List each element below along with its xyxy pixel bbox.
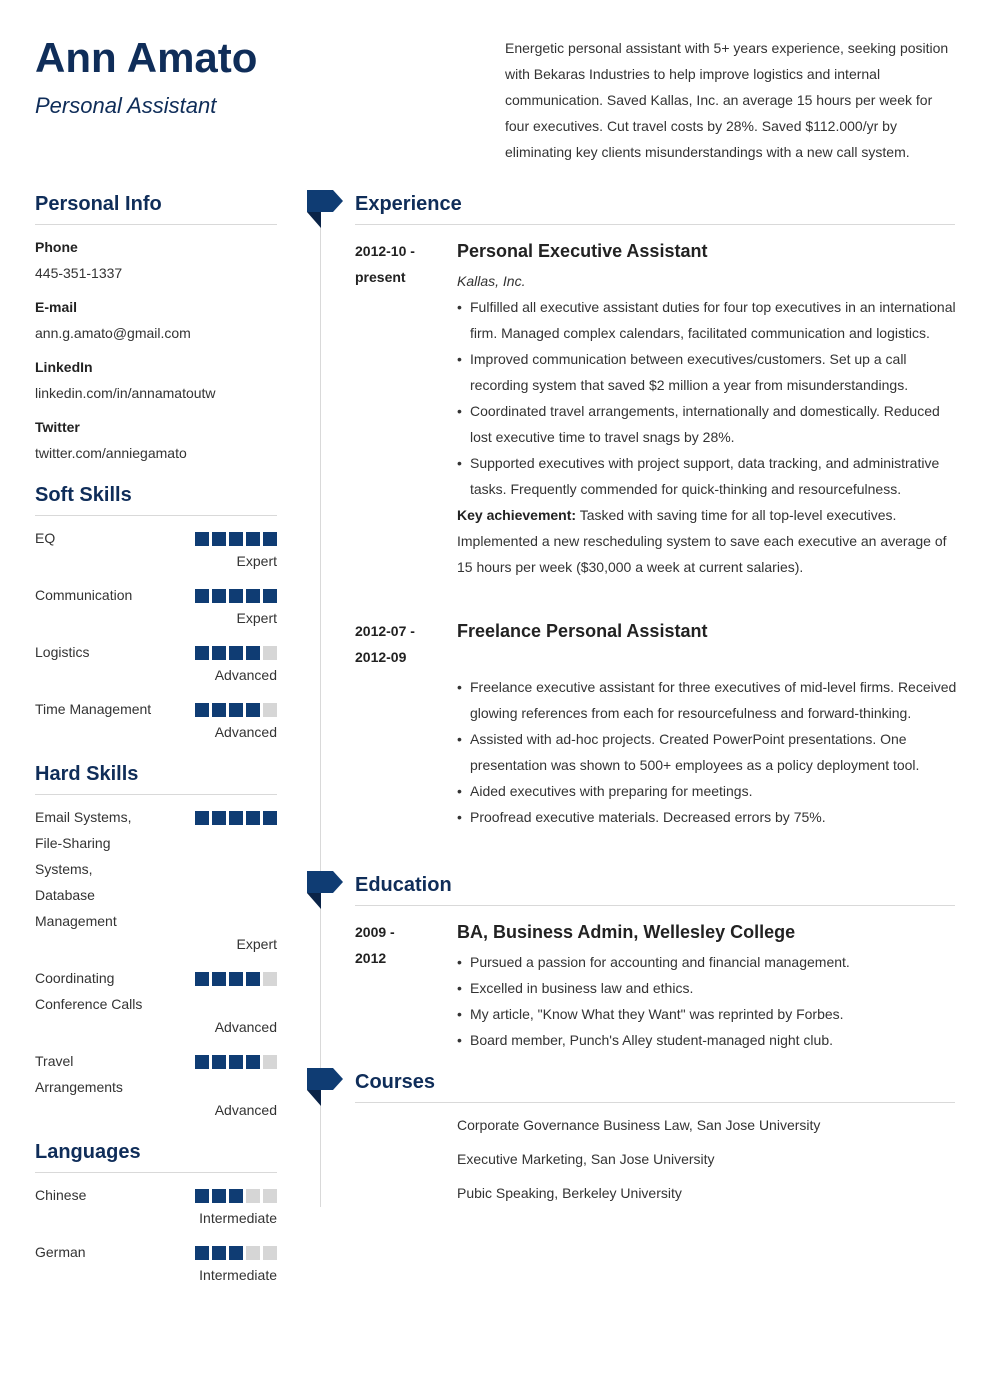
list-item: • Aided executives with preparing for meetings.: [457, 778, 957, 804]
education-bullets: [457, 949, 957, 1053]
skill-item: [35, 639, 277, 689]
skill-rating: [195, 703, 277, 717]
skill-item: [35, 804, 277, 954]
linkedin-label: LinkedIn: [35, 359, 93, 375]
skill-name: Email Systems, File-Sharing Systems, Database Management: [35, 809, 132, 929]
skill-item: [35, 696, 277, 746]
rating-square-filled: [212, 1055, 226, 1069]
course-item: Executive Marketing, San Jose University: [457, 1151, 715, 1167]
job-entry: [457, 238, 957, 580]
candidate-name: Ann Amato: [35, 34, 258, 81]
job-title-heading: Personal Executive Assistant: [457, 241, 708, 261]
rating-square-filled: [229, 1055, 243, 1069]
rating-square-empty: [263, 1189, 277, 1203]
twitter-label: Twitter: [35, 419, 80, 435]
phone-label: Phone: [35, 239, 78, 255]
experience-flag-icon: [307, 190, 343, 228]
list-item: • Excelled in business law and ethics.: [457, 975, 957, 1001]
skill-level: Expert: [236, 936, 277, 952]
language-rating: [195, 1189, 277, 1203]
company-name: Kallas, Inc.: [457, 273, 526, 289]
rating-square-filled: [229, 1246, 243, 1260]
skill-name: EQ: [35, 530, 56, 546]
list-item: • Fulfilled all executive assistant duties for four top executives in an international firm. Managed complex calendars, facilitated communication and logistics.: [457, 294, 957, 346]
job-date: 2012-07 - 2012-09: [355, 623, 415, 665]
list-item: • Supported executives with project support, data tracking, and administrative tasks. Frequently commended for quick-thinking and resourcefulness.: [457, 450, 957, 502]
skill-name: Time Management: [35, 701, 152, 717]
language-rating: [195, 1246, 277, 1260]
rating-square-filled: [229, 646, 243, 660]
hard-skills-heading: Hard Skills: [35, 760, 277, 795]
rating-square-empty: [263, 703, 277, 717]
list-item: • Improved communication between executives/customers. Set up a call recording system that saved $2 million a year from misunderstandings.: [457, 346, 957, 398]
personal-info-heading: Personal Info: [35, 190, 277, 225]
skill-item: [35, 965, 277, 1037]
key-achievement: Key achievement: Tasked with saving time for all top-level executives. Implemented a new rescheduling system to save each executive an average of 15 hours per week ($30,000 a week at current salaries).: [457, 507, 947, 575]
job-bullets: [457, 674, 957, 830]
experience-heading: Experience: [355, 190, 955, 225]
job-bullets: [457, 294, 957, 502]
rating-square-filled: [212, 811, 226, 825]
skill-name: Coordinating Conference Calls: [35, 970, 143, 1012]
rating-square-filled: [246, 589, 260, 603]
soft-skills-heading: Soft Skills: [35, 481, 277, 516]
language-level: Intermediate: [199, 1210, 277, 1226]
rating-square-filled: [246, 532, 260, 546]
rating-square-filled: [212, 646, 226, 660]
rating-square-filled: [212, 1246, 226, 1260]
list-item: • Coordinated travel arrangements, internationally and domestically. Reduced lost executive time to travel snags by 28%.: [457, 398, 957, 450]
rating-square-filled: [229, 811, 243, 825]
skill-item: [35, 582, 277, 632]
rating-square-filled: [229, 703, 243, 717]
skill-rating: [195, 646, 277, 660]
rating-square-filled: [195, 811, 209, 825]
rating-square-filled: [246, 972, 260, 986]
skill-level: Advanced: [214, 724, 277, 740]
list-item: • Pursued a passion for accounting and financial management.: [457, 949, 957, 975]
rating-square-filled: [195, 703, 209, 717]
language-name: German: [35, 1244, 86, 1260]
course-item: Corporate Governance Business Law, San Jose University: [457, 1117, 821, 1133]
rating-square-filled: [212, 532, 226, 546]
rating-square-filled: [246, 646, 260, 660]
job-date: 2012-10 - present: [355, 243, 415, 285]
twitter-value: twitter.com/anniegamato: [35, 445, 187, 461]
timeline-line: [320, 212, 321, 1207]
rating-square-empty: [246, 1246, 260, 1260]
course-item: Pubic Speaking, Berkeley University: [457, 1185, 682, 1201]
rating-square-empty: [263, 646, 277, 660]
rating-square-filled: [246, 703, 260, 717]
skill-level: Advanced: [214, 667, 277, 683]
rating-square-filled: [195, 532, 209, 546]
rating-square-filled: [229, 589, 243, 603]
rating-square-empty: [246, 1189, 260, 1203]
rating-square-filled: [246, 1055, 260, 1069]
list-item: • Freelance executive assistant for three executives of mid-level firms. Received glowing references from each for resourcefulness and forward-thinking.: [457, 674, 957, 726]
language-item: [35, 1182, 277, 1232]
skill-level: Advanced: [214, 1102, 277, 1118]
list-item: • Board member, Punch's Alley student-managed night club.: [457, 1027, 957, 1053]
phone-value: 445-351-1337: [35, 265, 123, 281]
skill-rating: [195, 589, 277, 603]
rating-square-filled: [263, 589, 277, 603]
courses-heading: Courses: [355, 1068, 955, 1103]
job-title: Personal Assistant: [35, 93, 217, 118]
rating-square-filled: [212, 703, 226, 717]
rating-square-empty: [263, 1246, 277, 1260]
education-entry: [457, 919, 957, 1053]
rating-square-filled: [229, 972, 243, 986]
rating-square-filled: [195, 646, 209, 660]
skill-rating: [195, 532, 277, 546]
email-label: E-mail: [35, 299, 78, 315]
rating-square-filled: [195, 1246, 209, 1260]
skill-item: [35, 1048, 277, 1120]
degree-title: BA, Business Admin, Wellesley College: [457, 922, 796, 942]
skill-level: Expert: [236, 553, 277, 569]
rating-square-filled: [195, 589, 209, 603]
education-flag-icon: [307, 871, 343, 909]
linkedin-value: linkedin.com/in/annamatoutw: [35, 385, 216, 401]
skill-name: Logistics: [35, 644, 90, 660]
rating-square-filled: [212, 1189, 226, 1203]
skill-rating: [195, 811, 277, 825]
rating-square-filled: [195, 972, 209, 986]
skill-level: Advanced: [214, 1019, 277, 1035]
rating-square-filled: [263, 532, 277, 546]
languages-heading: Languages: [35, 1138, 277, 1173]
rating-square-filled: [229, 532, 243, 546]
list-item: • Proofread executive materials. Decreased errors by 75%.: [457, 804, 957, 830]
education-date: 2009 - 2012: [355, 924, 395, 966]
language-name: Chinese: [35, 1187, 87, 1203]
skill-name: Travel Arrangements: [35, 1053, 123, 1095]
skill-name: Communication: [35, 587, 133, 603]
language-item: [35, 1239, 277, 1289]
list-item: • Assisted with ad-hoc projects. Created PowerPoint presentations. One presentation was shown to 500+ employees as a policy deployment tool.: [457, 726, 957, 778]
education-heading: Education: [355, 871, 955, 906]
skill-item: [35, 525, 277, 575]
rating-square-filled: [263, 811, 277, 825]
list-item: • My article, "Know What they Want" was reprinted by Forbes.: [457, 1001, 957, 1027]
rating-square-filled: [246, 811, 260, 825]
job-entry: [457, 618, 957, 830]
rating-square-filled: [195, 1055, 209, 1069]
skill-rating: [195, 1055, 277, 1069]
courses-flag-icon: [307, 1068, 343, 1106]
job-title-heading: Freelance Personal Assistant: [457, 621, 708, 641]
rating-square-filled: [229, 1189, 243, 1203]
language-level: Intermediate: [199, 1267, 277, 1283]
rating-square-filled: [195, 1189, 209, 1203]
rating-square-filled: [212, 972, 226, 986]
rating-square-filled: [212, 589, 226, 603]
skill-level: Expert: [236, 610, 277, 626]
email-value: ann.g.amato@gmail.com: [35, 325, 191, 341]
skill-rating: [195, 972, 277, 986]
summary: Energetic personal assistant with 5+ years experience, seeking position with Bekaras Industries to help improve logistics and internal communication. Saved Kallas, Inc. an average 15 hours per week for four executives. Cut travel costs by 28%. Saved $112.000/yr by eliminating key clients misunderstandings with a new call system.: [505, 40, 949, 160]
rating-square-empty: [263, 972, 277, 986]
rating-square-empty: [263, 1055, 277, 1069]
